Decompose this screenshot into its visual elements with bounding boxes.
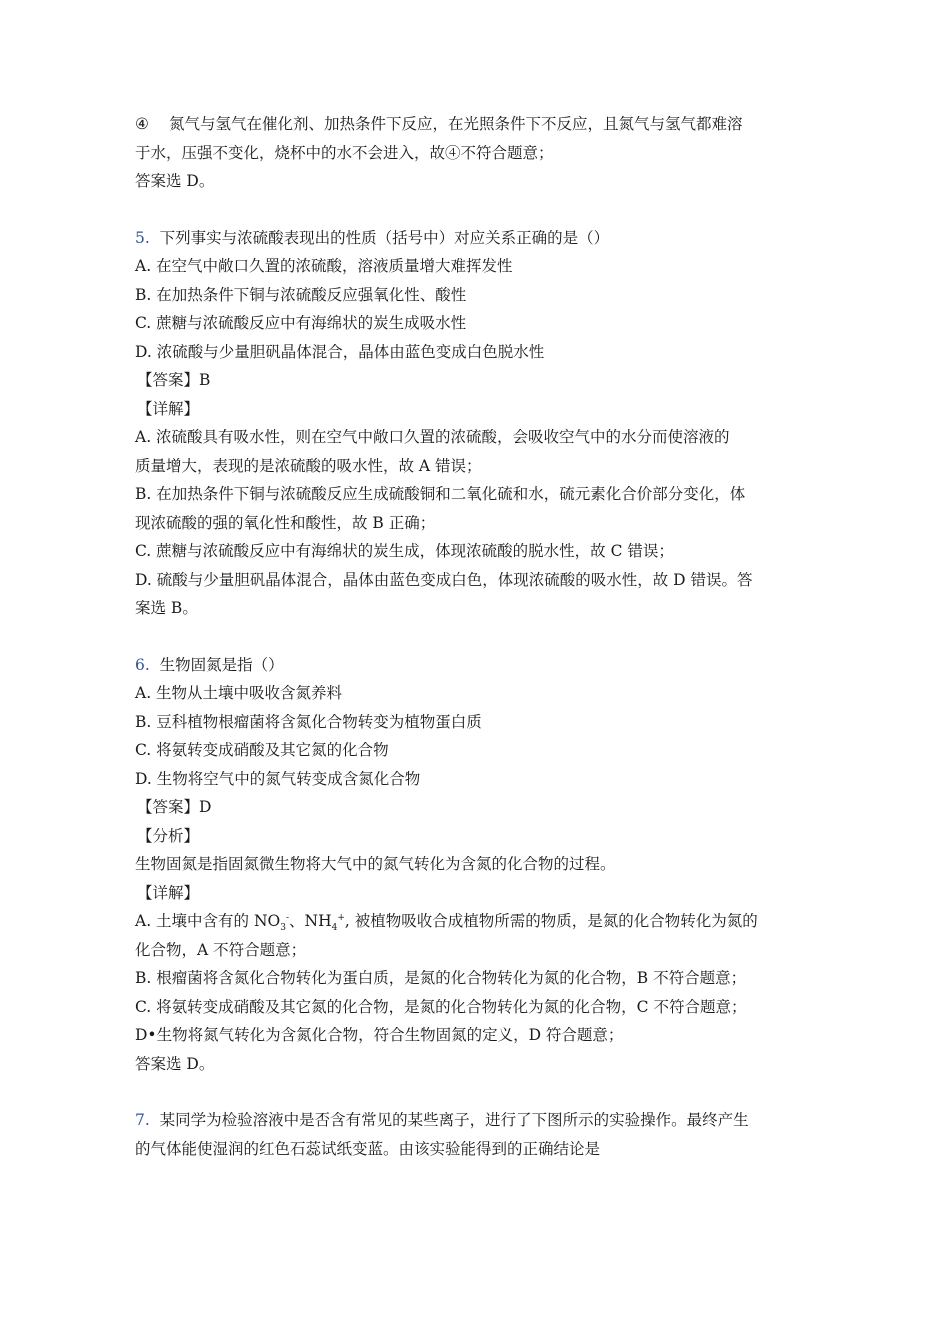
q6-option-b: B. 豆科植物根瘤菌将含氮化合物转变为植物蛋白质 [135,712,482,731]
q6-analysis-tag: 【分析】 [137,826,200,845]
q6-answer: 【答案】D [137,798,212,816]
q5-option-d: D. 浓硫酸与少量胆矾晶体混合，晶体由蓝色变成白色脱水性 [135,342,545,361]
q7-stem-2: 的气体能使湿润的红色石蕊试纸变蓝。由该实验能得到的正确结论是 [135,1139,601,1158]
q5-stem: 5. 下列事实与浓硫酸表现出的性质（括号中）对应关系正确的是（） [135,228,610,247]
q5-number: 5. [135,228,150,247]
q6-option-c: C. 将氨转变成硝酸及其它氮的化合物 [135,741,389,759]
q5-option-b: B. 在加热条件下铜与浓硫酸反应强氧化性、酸性 [135,285,467,304]
q7-number: 7. [135,1111,150,1129]
q5-explain-1: A. 浓硫酸具有吸水性，则在空气中敞口久置的浓硫酸，会吸收空气中的水分而使溶液的 [135,428,730,446]
q5-explain-5: C. 蔗糖与浓硫酸反应中有海绵状的炭生成，体现浓硫酸的脱水性，故 C 错误； [135,542,674,560]
q5-detail-tag: 【详解】 [137,399,200,418]
q6-explain-6: 答案选 D。 [135,1054,215,1073]
q5-explain-2: 质量增大，表现的是浓硫酸的吸水性，故 A 错误； [135,456,482,475]
q6-option-a: A. 生物从土壤中吸收含氮养料 [135,684,343,702]
document-page [135,110,815,1163]
q6-explain-2: 化合物，A 不符合题意； [135,940,307,959]
q6-analysis: 生物固氮是指固氮微生物将大气中的氮气转化为含氮的化合物的过程。 [135,855,616,873]
q5-explain-3: B. 在加热条件下铜与浓硫酸反应生成硫酸铜和二氧化硫和水，硫元素化合价部分变化，体 [135,485,746,503]
q5-explain-7: 案选 B。 [135,599,198,617]
q5-explain-4: 现浓硫酸的强的氧化性和酸性，故 B 正确； [135,513,436,532]
q5-option-a: A. 在空气中敞口久置的浓硫酸，溶液质量增大难挥发性 [135,257,513,275]
q5-option-c: C. 蔗糖与浓硫酸反应中有海绵状的炭生成吸水性 [135,314,467,332]
circled-number: ④ [135,115,149,133]
q6-option-d: D. 生物将空气中的氮气转变成含氮化合物 [135,769,421,788]
q5-answer: 【答案】B [137,371,211,389]
q6-detail-tag: 【详解】 [137,883,200,902]
q5-explain-6: D. 硫酸与少量胆矾晶体混合，晶体由蓝色变成白色，体现浓硫酸的吸水性，故 D 错误。答 [135,570,753,589]
prev-line-2: 于水，压强不变化，烧杯中的水不会进入，故④不符合题意； [135,143,554,162]
q6-explain-5: D•生物将氮气转化为含氮化合物，符合生物固氮的定义，D 符合题意； [135,1026,624,1044]
q6-stem: 6. 生物固氮是指（） [135,655,284,674]
prev-answer: 答案选 D。 [135,172,215,190]
q6-explain-3: B. 根瘤菌将含氮化合物转化为蛋白质，是氮的化合物转化为氮的化合物，B 不符合题意； [135,969,747,987]
prev-line-1: ④ 氮气与氢气在催化剂、加热条件下反应，在光照条件下不反应，且氮气与氢气都难溶 [135,110,815,139]
q6-explain-4: C. 将氨转变成硝酸及其它氮的化合物，是氮的化合物转化为氮的化合物，C 不符合题意； [135,997,747,1016]
q7-stem-1: 7. 某同学为检验溶液中是否含有常见的某些离子，进行了下图所示的实验操作。最终产生 [135,1111,749,1129]
q6-explain-a: A. 土壤中含有的 $NO_3^-$、$NH_4^+$, 被植物吸收合成植物所需的物质，是氮的化合物转化为氮的 [135,912,758,934]
q6-number: 6. [135,655,150,674]
